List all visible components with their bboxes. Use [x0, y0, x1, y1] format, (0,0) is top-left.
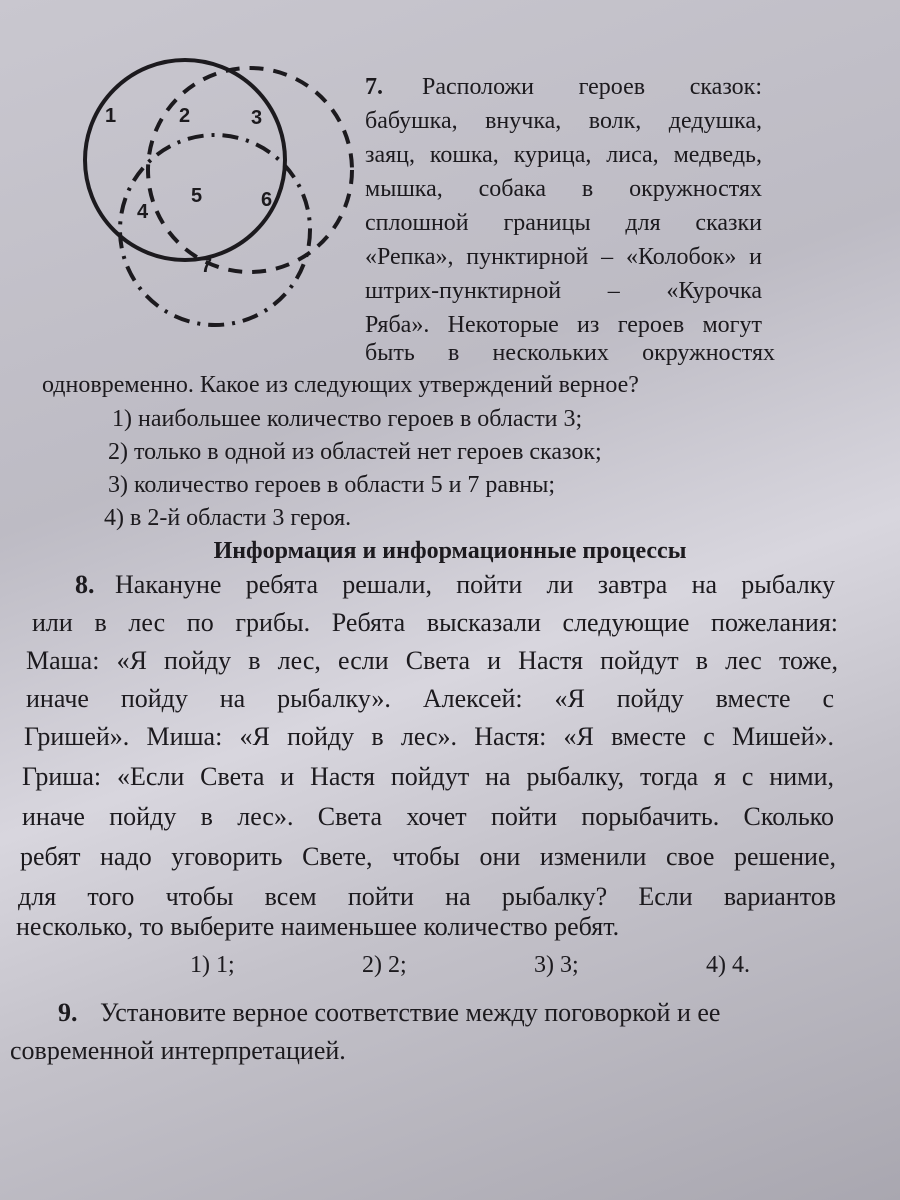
task9-number: 9.: [58, 998, 78, 1027]
region-label-5: 5: [191, 185, 203, 207]
task7-option-1: 1) наибольшее количество героев в области 3;: [112, 406, 583, 432]
task8-line-6: Гриша: «Если Света и Настя пойдут на рыбалку, тогда я с ними,: [22, 762, 834, 791]
task7-line-1: Расположи героев сказок:: [422, 74, 762, 100]
region-label-6: 6: [261, 189, 273, 211]
task7-line-10: одновременно. Какое из следующих утверждений верное?: [42, 372, 639, 398]
task7-option-3: 3) количество героев в области 5 и 7 равны;: [108, 472, 556, 498]
task9-line-2: современной интерпретацией.: [10, 1036, 346, 1065]
task8-options: [190, 952, 750, 979]
task7-line-3: заяц, кошка, курица, лиса, медведь,: [365, 142, 762, 168]
task8-line-10: несколько, то выберите наименьшее количество ребят.: [16, 912, 620, 941]
task8-number: 8.: [75, 570, 95, 599]
task7-line-9: быть в нескольких окружностях: [365, 340, 775, 366]
task8-option-2: 2) 2;: [362, 952, 407, 978]
task7-line-5: сплошной границы для сказки: [365, 210, 762, 236]
task8-line-8: ребят надо уговорить Свете, чтобы они изменили свое решение,: [20, 842, 836, 871]
task8-line-5: Гришей». Миша: «Я пойду в лес». Настя: «Я вместе с Мишей».: [24, 722, 834, 751]
task7-option-2: 2) только в одной из областей нет героев сказок;: [108, 439, 602, 465]
region-label-1: 1: [105, 105, 117, 127]
task7-line-8: Ряба». Некоторые из героев могут: [365, 312, 762, 338]
task7-option-4: 4) в 2-й области 3 героя.: [104, 505, 352, 531]
venn-diagram: [75, 50, 375, 340]
task8-line-2: или в лес по грибы. Ребята высказали следующие пожелания:: [32, 608, 838, 637]
task7-number: 7.: [365, 74, 383, 100]
region-label-7: 7: [201, 255, 213, 277]
task8-line-4: иначе пойду на рыбалку». Алексей: «Я пойду вместе с: [26, 684, 834, 713]
task8-line-9: для того чтобы всем пойти на рыбалку? Если вариантов: [18, 882, 836, 911]
region-label-3: 3: [251, 107, 263, 129]
region-label-4: 4: [137, 201, 149, 223]
task7-line-7: штрих-пунктирной – «Курочка: [365, 278, 762, 304]
section-heading: Информация и информационные процессы: [213, 538, 687, 564]
task8-line-1: Накануне ребята решали, пойти ли завтра на рыбалку: [115, 570, 835, 599]
region-label-2: 2: [179, 105, 191, 127]
task8-option-4: 4) 4.: [706, 952, 750, 978]
task8-option-1: 1) 1;: [190, 952, 235, 978]
task7-line-2: бабушка, внучка, волк, дедушка,: [365, 108, 762, 134]
dashdot-circle-ryaba: [120, 135, 310, 325]
task8-line-7: иначе пойду в лес». Света хочет пойти порыбачить. Сколько: [22, 802, 834, 831]
task9-line-1: Установите верное соответствие между поговоркой и ее: [100, 998, 721, 1027]
dashed-circle-kolobok: [148, 68, 352, 272]
task8-option-3: 3) 3;: [534, 952, 579, 978]
task7-line-6: «Репка», пунктирной – «Колобок» и: [365, 244, 762, 270]
task7-line-4: мышка, собака в окружностях: [365, 176, 762, 202]
task8-line-3: Маша: «Я пойду в лес, если Света и Настя пойдут в лес тоже,: [26, 646, 838, 675]
